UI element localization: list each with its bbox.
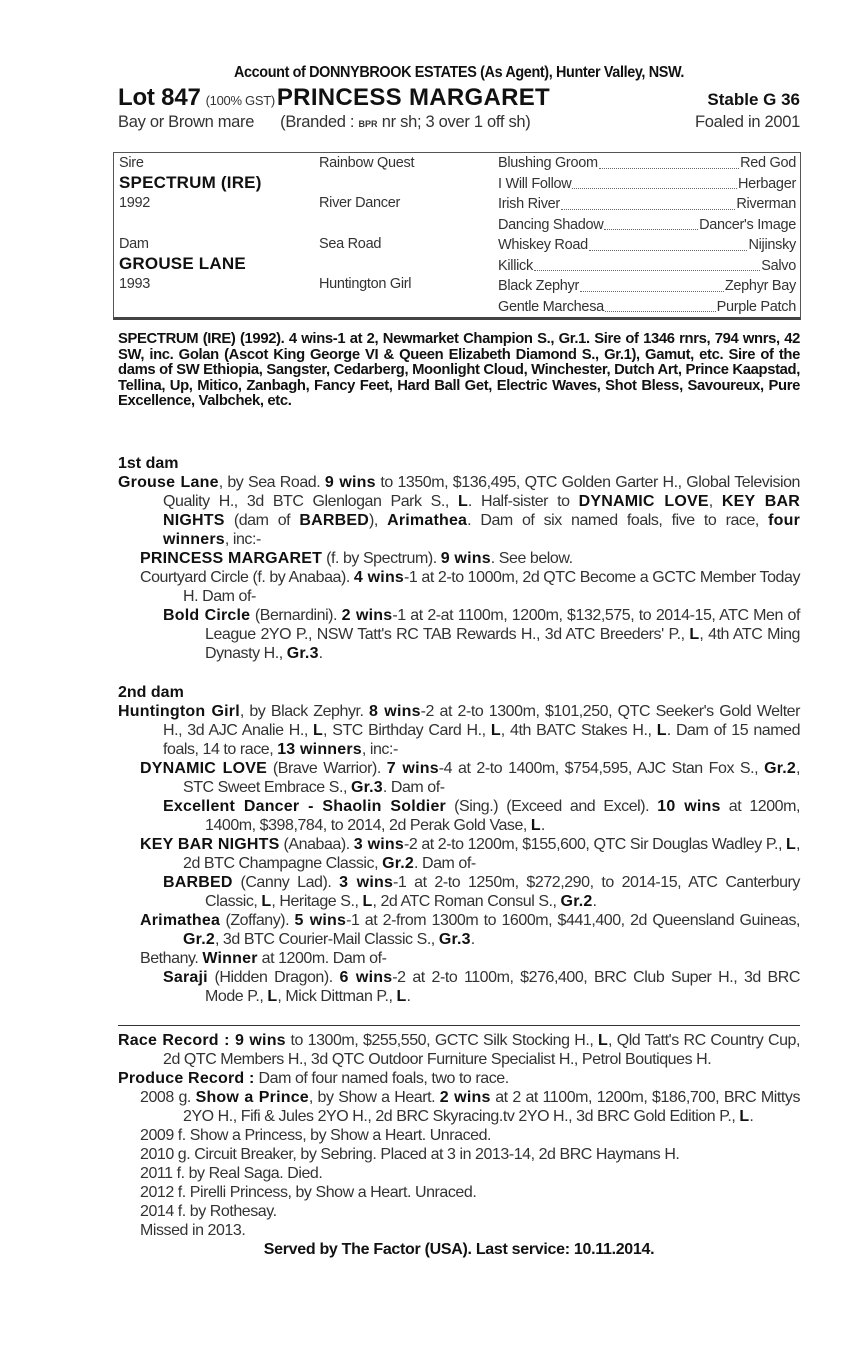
text: . bbox=[318, 645, 323, 662]
text: (Anabaa). bbox=[279, 836, 354, 853]
bold-text: 5 wins bbox=[294, 912, 347, 929]
text: (Canny Lad). bbox=[232, 874, 340, 891]
text: -2 at 2-to 1300m, $101,250, QTC Seeker's Gold Welter H., 3d AJC Analie H., bbox=[163, 703, 801, 739]
leader-dots bbox=[534, 256, 760, 272]
entry-paragraph bbox=[118, 911, 800, 949]
leader-dots bbox=[561, 194, 735, 210]
text: at 1200m. Dam of- bbox=[257, 950, 387, 967]
grandsire-paternal: Rainbow Quest bbox=[319, 155, 415, 171]
text: , inc:- bbox=[224, 531, 261, 548]
sire-summary: SPECTRUM (IRE) (1992). 4 wins-1 at 2, Newmarket Champion S., Gr.1. Sire of 1346 rnrs, 794 wnrs, 42 SW, inc. Golan (Ascot King George VI & Queen Elizabeth Diamond S., Gr.1), Gamut, etc. Sire of the dams of SW Ethiopia, Sangster, Cedarberg, Moonlight Cloud, Winchester, Dutch Art, Prince Kaapstad, Tellina, Up, Mitico, Zanbagh, Fancy Feet, Hard Ball Get, Electric Waves, Shot Bless, Savoureux, Pure Excellence, Valbchek, etc. bbox=[118, 331, 800, 409]
bold-text: L bbox=[656, 722, 667, 739]
text: to 1350m, $136,495, QTC Golden Garter H., Global Television Quality H., 3d BTC Glenlogan Park S., bbox=[163, 474, 800, 510]
bold-text: 6 wins bbox=[339, 969, 393, 986]
bold-text: Gr.2 bbox=[183, 931, 215, 948]
bold-text: Arimathea bbox=[140, 912, 221, 929]
entry-paragraph bbox=[118, 1164, 800, 1183]
entry-paragraph bbox=[118, 835, 800, 873]
bold-text: DYNAMIC LOVE bbox=[140, 760, 267, 777]
great-grandparent-name: Irish River bbox=[498, 196, 560, 212]
foaled-year: Foaled in 2001 bbox=[695, 113, 800, 131]
sire-name: SPECTRUM (IRE) bbox=[119, 173, 262, 192]
bold-text: 8 wins bbox=[369, 703, 421, 720]
granddam-paternal: River Dancer bbox=[319, 195, 401, 211]
text: -1 at 2-from 1300m to 1600m, $441,400, 2d Queensland Guineas, bbox=[346, 912, 800, 929]
catalogue-page bbox=[118, 64, 801, 1258]
horse-description: Bay or Brown mare bbox=[118, 113, 255, 131]
great-grandparent-name: Dancing Shadow bbox=[498, 216, 604, 233]
first-dam-section bbox=[118, 454, 800, 663]
bold-text: L bbox=[786, 836, 797, 853]
text: , 3d BTC Courier-Mail Classic S., bbox=[214, 931, 439, 948]
great-grandparent-sire: Zephyr Bay bbox=[724, 278, 796, 294]
great-grandparent-name: Gentle Marchesa bbox=[498, 298, 604, 315]
text: Courtyard Circle (f. by Anabaa). bbox=[140, 569, 354, 586]
bold-text: Race Record : 9 wins bbox=[118, 1032, 286, 1049]
entry-paragraph bbox=[118, 568, 800, 606]
text: . Dam of six named foals, five to race, bbox=[467, 512, 769, 529]
entry-paragraph bbox=[118, 1183, 800, 1202]
text: (Sing.) (Exceed and Excel). bbox=[445, 798, 658, 815]
bold-text: 3 wins bbox=[353, 836, 404, 853]
bold-text: PRINCESS MARGARET bbox=[140, 550, 323, 567]
text: 2011 f. by Real Saga. Died. bbox=[140, 1165, 323, 1182]
text: , bbox=[708, 493, 722, 510]
entry-paragraph bbox=[118, 1221, 800, 1240]
text: at 1200m, 1400m, $398,784, to 2014, 2d Perak Gold Vase, bbox=[205, 798, 800, 834]
lot-number: Lot 847 bbox=[118, 84, 201, 111]
bold-text: 4 wins bbox=[353, 569, 405, 586]
leader-dots bbox=[604, 215, 698, 231]
lot-line bbox=[118, 84, 800, 112]
text: 2010 g. Circuit Breaker, by Sebring. Placed at 3 in 2013-14, 2d BRC Haymans H. bbox=[140, 1146, 680, 1163]
bold-text: 13 winners bbox=[277, 741, 362, 758]
vendor-account: Account of DONNYBROOK ESTATES (As Agent), Hunter Valley, NSW. bbox=[233, 64, 685, 81]
text: at 2 at 1100m, 1200m, $186,700, BRC Mittys 2YO H., Fifi & Jules 2YO H., 2d BRC Skyracing.tv 2YO H., 3d BRC Gold Edition P., bbox=[183, 1089, 800, 1125]
bold-text: Saraji bbox=[163, 969, 208, 986]
text: Bethany. bbox=[140, 950, 203, 967]
great-grandparent-name: Blushing Groom bbox=[498, 155, 598, 171]
leader-dots bbox=[605, 297, 716, 313]
dam-name: GROUSE LANE bbox=[119, 254, 246, 273]
grandsire-maternal: Sea Road bbox=[319, 236, 382, 252]
description-line bbox=[118, 113, 800, 132]
great-grandparent-name: I Will Follow bbox=[498, 175, 572, 192]
great-grandparent-sire: Herbager bbox=[737, 175, 796, 192]
great-grandparent-row bbox=[498, 194, 796, 215]
text: 2009 f. Show a Princess, by Show a Heart. Unraced. bbox=[140, 1127, 492, 1144]
brand-prefix: (Branded : bbox=[280, 113, 359, 131]
great-grandparent-sire: Salvo bbox=[761, 257, 796, 274]
text: (Zoffany). bbox=[220, 912, 295, 929]
entry-paragraph bbox=[118, 702, 800, 759]
bold-text: L bbox=[396, 988, 407, 1005]
entry-paragraph bbox=[118, 797, 800, 835]
brand-mark: BPR bbox=[358, 119, 378, 129]
text: . bbox=[470, 931, 475, 948]
great-grandparent-name: Killick bbox=[498, 257, 533, 274]
bold-text: Gr.3 bbox=[286, 645, 319, 662]
bold-text: BARBED bbox=[299, 512, 370, 529]
records-body bbox=[118, 1031, 800, 1240]
text: , by Sea Road. bbox=[218, 474, 325, 491]
text: . Dam of- bbox=[382, 779, 445, 796]
section-divider bbox=[118, 1025, 800, 1026]
text: (Hidden Dragon). bbox=[207, 969, 340, 986]
entry-paragraph bbox=[118, 873, 800, 911]
text: -1 at 2-to 1250m, $272,290, to 2014-15, ATC Canterbury Classic, bbox=[205, 874, 800, 910]
bold-text: 7 wins bbox=[386, 760, 439, 777]
bold-text: Gr.2 bbox=[382, 855, 414, 872]
bold-text: L bbox=[362, 893, 373, 910]
entry-paragraph bbox=[118, 949, 800, 968]
brand-suffix: nr sh; 3 over 1 off sh) bbox=[377, 113, 531, 131]
text: 2012 f. Pirelli Princess, by Show a Heart. Unraced. bbox=[140, 1184, 477, 1201]
entry-paragraph bbox=[118, 759, 800, 797]
great-grandparent-row bbox=[498, 215, 796, 236]
great-grandparent-sire: Red God bbox=[740, 155, 796, 171]
text: . Half-sister to bbox=[467, 493, 579, 510]
great-grandparent-sire: Dancer's Image bbox=[699, 216, 796, 233]
bold-text: L bbox=[739, 1108, 750, 1125]
text: , by Show a Heart. bbox=[308, 1089, 440, 1106]
bold-text: L bbox=[457, 493, 468, 510]
pedigree-table bbox=[113, 152, 801, 320]
bold-text: Bold Circle bbox=[163, 607, 251, 624]
great-grandparent-sire: Nijinsky bbox=[748, 237, 796, 253]
entry-paragraph bbox=[118, 1202, 800, 1221]
first-dam-body bbox=[118, 473, 800, 663]
text: -2 at 2-to 1200m, $155,600, QTC Sir Douglas Wadley P., bbox=[403, 836, 787, 853]
entry-paragraph bbox=[118, 1126, 800, 1145]
text: to 1300m, $255,550, GCTC Silk Stocking H., bbox=[285, 1032, 599, 1049]
great-grandparent-sire: Purple Patch bbox=[716, 298, 796, 315]
great-grandparent-name: Black Zephyr bbox=[498, 278, 580, 294]
entry-paragraph bbox=[118, 549, 800, 568]
text: Dam of four named foals, two to race. bbox=[254, 1070, 509, 1087]
bold-text: Arimathea bbox=[387, 512, 468, 529]
bold-text: Produce Record : bbox=[118, 1070, 255, 1087]
text: , by Black Zephyr. bbox=[239, 703, 370, 720]
text: (f. by Spectrum). bbox=[322, 550, 441, 567]
leader-dots bbox=[572, 174, 737, 190]
bold-text: Gr.3 bbox=[438, 931, 471, 948]
bold-text: L bbox=[261, 893, 272, 910]
bold-text: L bbox=[530, 817, 541, 834]
text: 2014 f. by Rothesay. bbox=[140, 1203, 277, 1220]
text: , Qld Tatt's RC Country Cup, 2d QTC Members H., 3d QTC Outdoor Furniture Specialist H., Petrol Boutiques H. bbox=[163, 1032, 800, 1068]
horse-name: PRINCESS MARGARET bbox=[276, 84, 550, 111]
great-grandparent-name: Whiskey Road bbox=[498, 237, 588, 253]
entry-paragraph bbox=[118, 1069, 800, 1088]
bold-text: 2 wins bbox=[439, 1089, 491, 1106]
text: . See below. bbox=[490, 550, 573, 567]
entry-paragraph bbox=[118, 606, 800, 663]
bold-text: L bbox=[598, 1032, 608, 1049]
entry-paragraph bbox=[118, 968, 800, 1006]
great-grandparent-row bbox=[498, 174, 796, 195]
text: (Bernardini). bbox=[250, 607, 342, 624]
brand-info bbox=[280, 113, 530, 132]
text: , Heritage S., bbox=[271, 893, 363, 910]
text: . bbox=[749, 1108, 754, 1125]
entry-paragraph bbox=[118, 1031, 800, 1069]
great-grandparent-row bbox=[498, 235, 796, 256]
great-grandparent-row bbox=[498, 256, 796, 277]
served-note: Served by The Factor (USA). Last service: 10.11.2014. bbox=[263, 1241, 655, 1258]
bold-text: KEY BAR NIGHTS bbox=[140, 836, 280, 853]
bold-text: 9 wins bbox=[440, 550, 491, 567]
leader-dots bbox=[589, 235, 748, 251]
second-dam-heading: 2nd dam bbox=[118, 684, 184, 701]
bold-text: Show a Prince bbox=[195, 1089, 309, 1106]
text: , 2d BTC Champagne Classic, bbox=[183, 836, 801, 872]
bold-text: 2 wins bbox=[341, 607, 393, 624]
first-dam-heading: 1st dam bbox=[118, 455, 179, 472]
granddam-maternal: Huntington Girl bbox=[319, 276, 412, 292]
great-grandparent-row bbox=[498, 276, 796, 297]
bold-text: BARBED bbox=[163, 874, 233, 891]
text: , STC Birthday Card H., bbox=[323, 722, 491, 739]
bold-text: Gr.3 bbox=[350, 779, 383, 796]
text: -1 at 2-to 1000m, 2d QTC Become a GCTC Member Today H. Dam of- bbox=[183, 569, 800, 605]
text: -1 at 2-at 1100m, 1200m, $132,575, to 2014-15, ATC Men of League 2YO P., NSW Tatt's RC TAB Rewards H., 3d ATC Breeders' P., bbox=[205, 607, 800, 643]
leader-dots bbox=[599, 153, 739, 169]
second-dam-section bbox=[118, 683, 800, 1006]
bold-text: L bbox=[689, 626, 700, 643]
gst-note: (100% GST) bbox=[205, 93, 275, 108]
text: . Dam of 15 named foals, 14 to race, bbox=[163, 722, 801, 758]
great-grandparent-row bbox=[498, 153, 796, 174]
entry-paragraph bbox=[118, 1088, 800, 1126]
bold-text: Grouse Lane bbox=[118, 474, 219, 491]
bold-text: L bbox=[267, 988, 278, 1005]
bold-text: 10 wins bbox=[657, 798, 721, 815]
bold-text: Huntington Girl bbox=[118, 703, 240, 720]
text: (Brave Warrior). bbox=[267, 760, 387, 777]
sire-year: 1992 bbox=[119, 195, 151, 211]
stable-location: Stable G 36 bbox=[707, 90, 800, 109]
great-grandparent-sire: Riverman bbox=[736, 196, 796, 212]
great-grandparent-row bbox=[498, 297, 796, 318]
bold-text: 9 wins bbox=[324, 474, 376, 491]
text: . bbox=[592, 893, 597, 910]
text: , 4th ATC Ming Dynasty H., bbox=[205, 626, 800, 662]
second-dam-body bbox=[118, 702, 800, 1006]
text: (dam of bbox=[224, 512, 300, 529]
bold-text: Gr.2 bbox=[764, 760, 796, 777]
bold-text: Gr.2 bbox=[560, 893, 593, 910]
text: 2008 g. bbox=[140, 1089, 196, 1106]
text: . Dam of- bbox=[414, 855, 476, 872]
text: -2 at 2-to 1100m, $276,400, BRC Club Super H., 3d BRC Mode P., bbox=[205, 969, 800, 1005]
bold-text: KEY BAR NIGHTS bbox=[163, 493, 800, 529]
text: , 4th BATC Stakes H., bbox=[500, 722, 657, 739]
dam-year: 1993 bbox=[119, 276, 151, 292]
text: , STC Sweet Embrace S., bbox=[183, 760, 800, 796]
bold-text: Excellent Dancer - Shaolin Soldier bbox=[163, 798, 446, 815]
text: . bbox=[406, 988, 411, 1005]
bold-text: L bbox=[313, 722, 324, 739]
text: . bbox=[540, 817, 545, 834]
bold-text: four winners bbox=[163, 512, 800, 548]
entry-paragraph bbox=[118, 1145, 800, 1164]
entry-paragraph bbox=[118, 473, 800, 549]
text: , inc:- bbox=[361, 741, 398, 758]
bold-text: Winner bbox=[202, 950, 258, 967]
dam-label: Dam bbox=[119, 236, 149, 252]
bold-text: 3 wins bbox=[339, 874, 394, 891]
sire-label: Sire bbox=[119, 155, 144, 171]
text: , Mick Dittman P., bbox=[277, 988, 397, 1005]
leader-dots bbox=[580, 276, 724, 292]
text: ), bbox=[369, 512, 388, 529]
text: Missed in 2013. bbox=[140, 1222, 246, 1239]
bold-text: DYNAMIC LOVE bbox=[578, 493, 709, 510]
records-section bbox=[118, 1031, 800, 1259]
text: , 2d ATC Roman Consul S., bbox=[372, 893, 561, 910]
text: -4 at 2-to 1400m, $754,595, AJC Stan Fox S., bbox=[438, 760, 765, 777]
bold-text: L bbox=[490, 722, 501, 739]
